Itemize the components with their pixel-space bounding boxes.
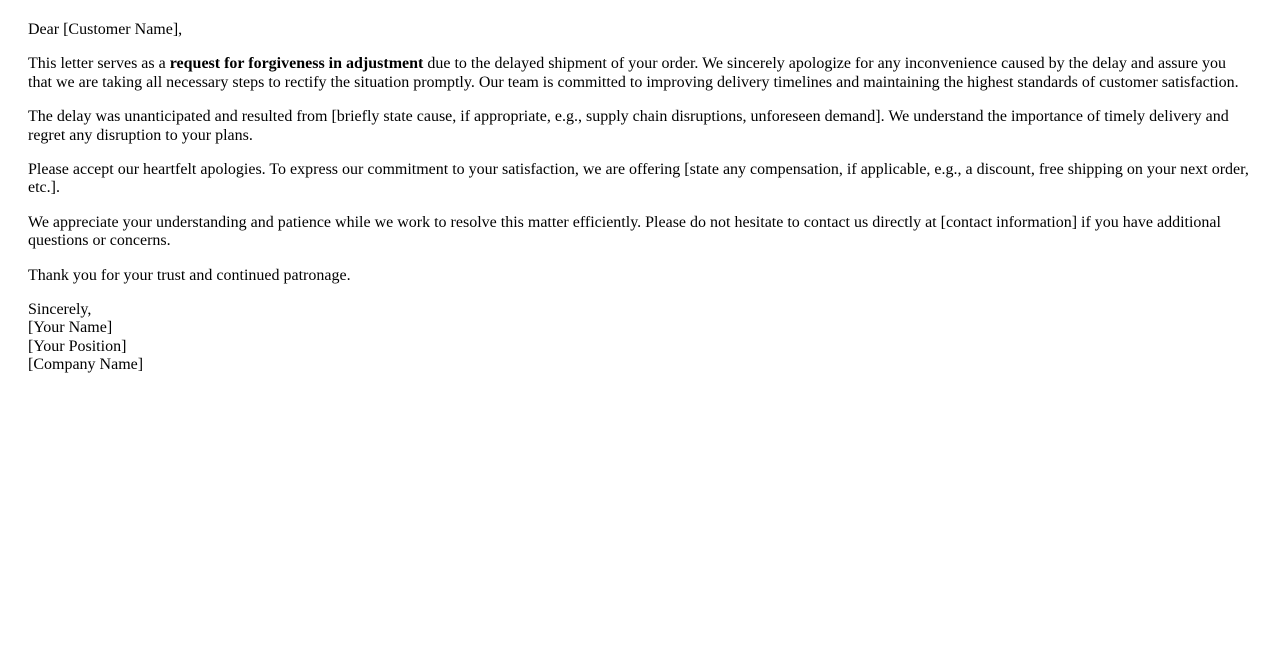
signature-closing: Sincerely, — [28, 300, 92, 318]
paragraph-thanks: Thank you for your trust and continued patronage. — [28, 266, 351, 284]
paragraph-request-rest: due to the delayed shipment of your order. We sincerely apologize for any inconvenience caused by the delay and assure you that we are taking all necessary steps to rectify the situation promptly. Our team is committed to improving delivery timelines and maintaining the highest standards of customer satisfaction. — [28, 55, 1239, 91]
letter-document — [28, 21, 1250, 374]
signature-company: [Company Name] — [28, 356, 144, 374]
signature-name: [Your Name] — [28, 319, 113, 337]
paragraph-apology: Please accept our heartfelt apologies. To express our commitment to your satisfaction, we are offering [state any compensation, if applicable, e.g., a discount, free shipping on your next order, etc.]. — [28, 160, 1249, 197]
paragraph-contact: We appreciate your understanding and patience while we work to resolve this matter efficiently. Please do not hesitate to contact us directly at [contact information] if you have additional questions or concerns. — [28, 213, 1221, 250]
paragraph-cause: The delay was unanticipated and resulted from [briefly state cause, if appropriate, e.g., supply chain disruptions, unforeseen demand]. We understand the importance of timely delivery and regret any disruption to your plans. — [28, 108, 1229, 144]
paragraph-request-lead: This letter serves as a — [28, 55, 170, 73]
signature-position: [Your Position] — [28, 337, 127, 355]
salutation: Dear [Customer Name], — [28, 21, 183, 38]
signature-block — [28, 301, 1250, 375]
request-phrase-bold: request for forgiveness in adjustment — [169, 55, 424, 73]
paragraph-request — [28, 55, 1250, 92]
